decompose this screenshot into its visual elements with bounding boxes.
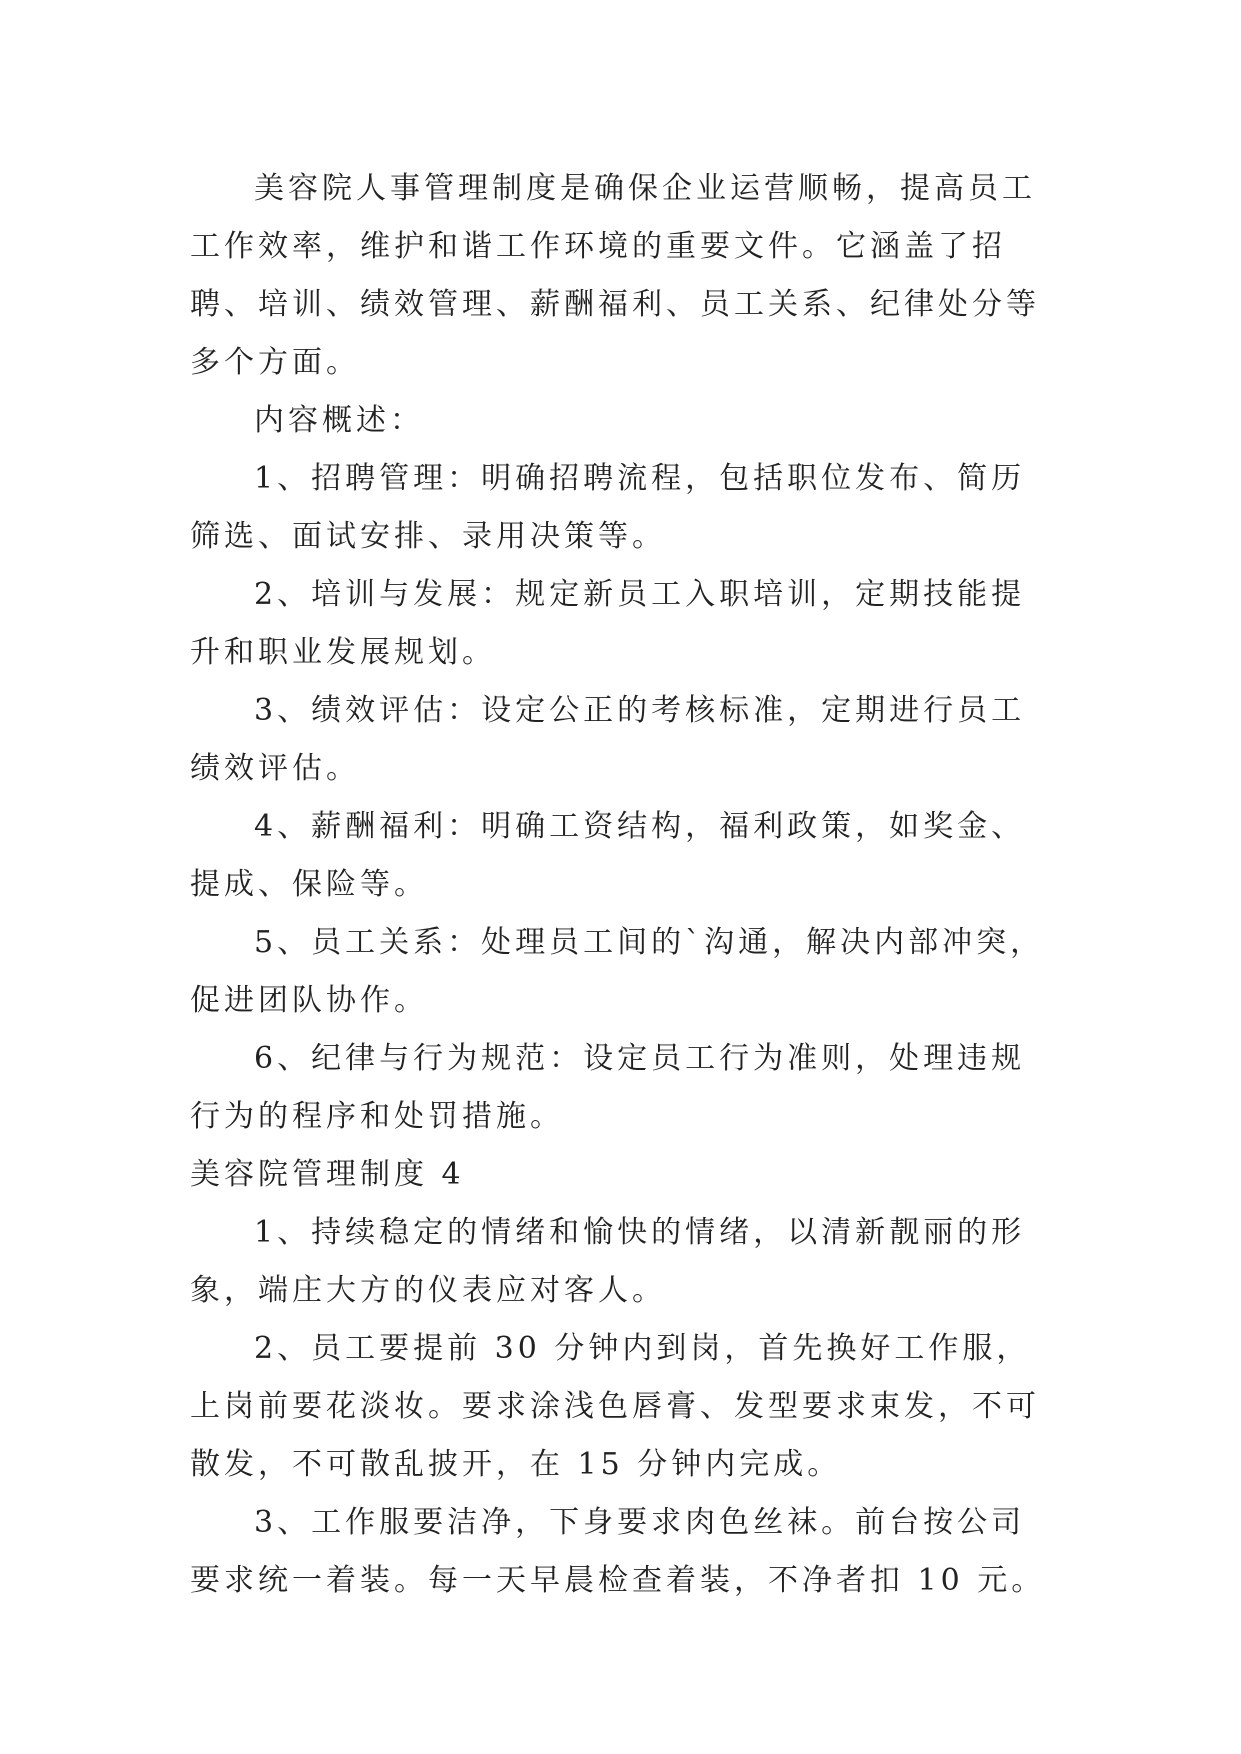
overview-label: 内容概述： [254,403,424,438]
section-heading: 美容院管理制度 4 [190,1157,465,1192]
overview-item-compensation: 4、薪酬福利：明确工资结构，福利政策，如奖金、提成、保险等。 [190,809,1026,902]
overview-item-relations: 5、员工关系：处理员工间的`沟通，解决内部冲突，促进团队协作。 [190,925,1045,1018]
overview-item-discipline: 6、纪律与行为规范：设定员工行为准则，处理违规行为的程序和处罚措施。 [190,1041,1026,1134]
document-body [190,160,1050,1610]
rule-item-uniform: 3、工作服要洁净，下身要求肉色丝袜。前台按公司要求统一着装。每一天早晨检查着装，不净者扣 10 元。 [190,1505,1046,1598]
intro-paragraph: 美容院人事管理制度是确保企业运营顺畅，提高员工工作效率，维护和谐工作环境的重要文件。它涵盖了招聘、培训、绩效管理、薪酬福利、员工关系、纪律处分等多个方面。 [190,171,1040,380]
overview-item-recruitment: 1、招聘管理：明确招聘流程，包括职位发布、简历筛选、面试安排、录用决策等。 [190,461,1026,554]
overview-item-performance: 3、绩效评估：设定公正的考核标准，定期进行员工绩效评估。 [190,693,1026,786]
rule-item-arrival: 2、员工要提前 30 分钟内到岗，首先换好工作服，上岗前要花淡妆。要求涂浅色唇膏、发型要求束发，不可散发，不可散乱披开，在 15 分钟内完成。 [190,1331,1040,1482]
overview-item-training: 2、培训与发展：规定新员工入职培训，定期技能提升和职业发展规划。 [190,577,1026,670]
rule-item-attitude: 1、持续稳定的情绪和愉快的情绪，以清新靓丽的形象，端庄大方的仪表应对客人。 [190,1215,1026,1308]
